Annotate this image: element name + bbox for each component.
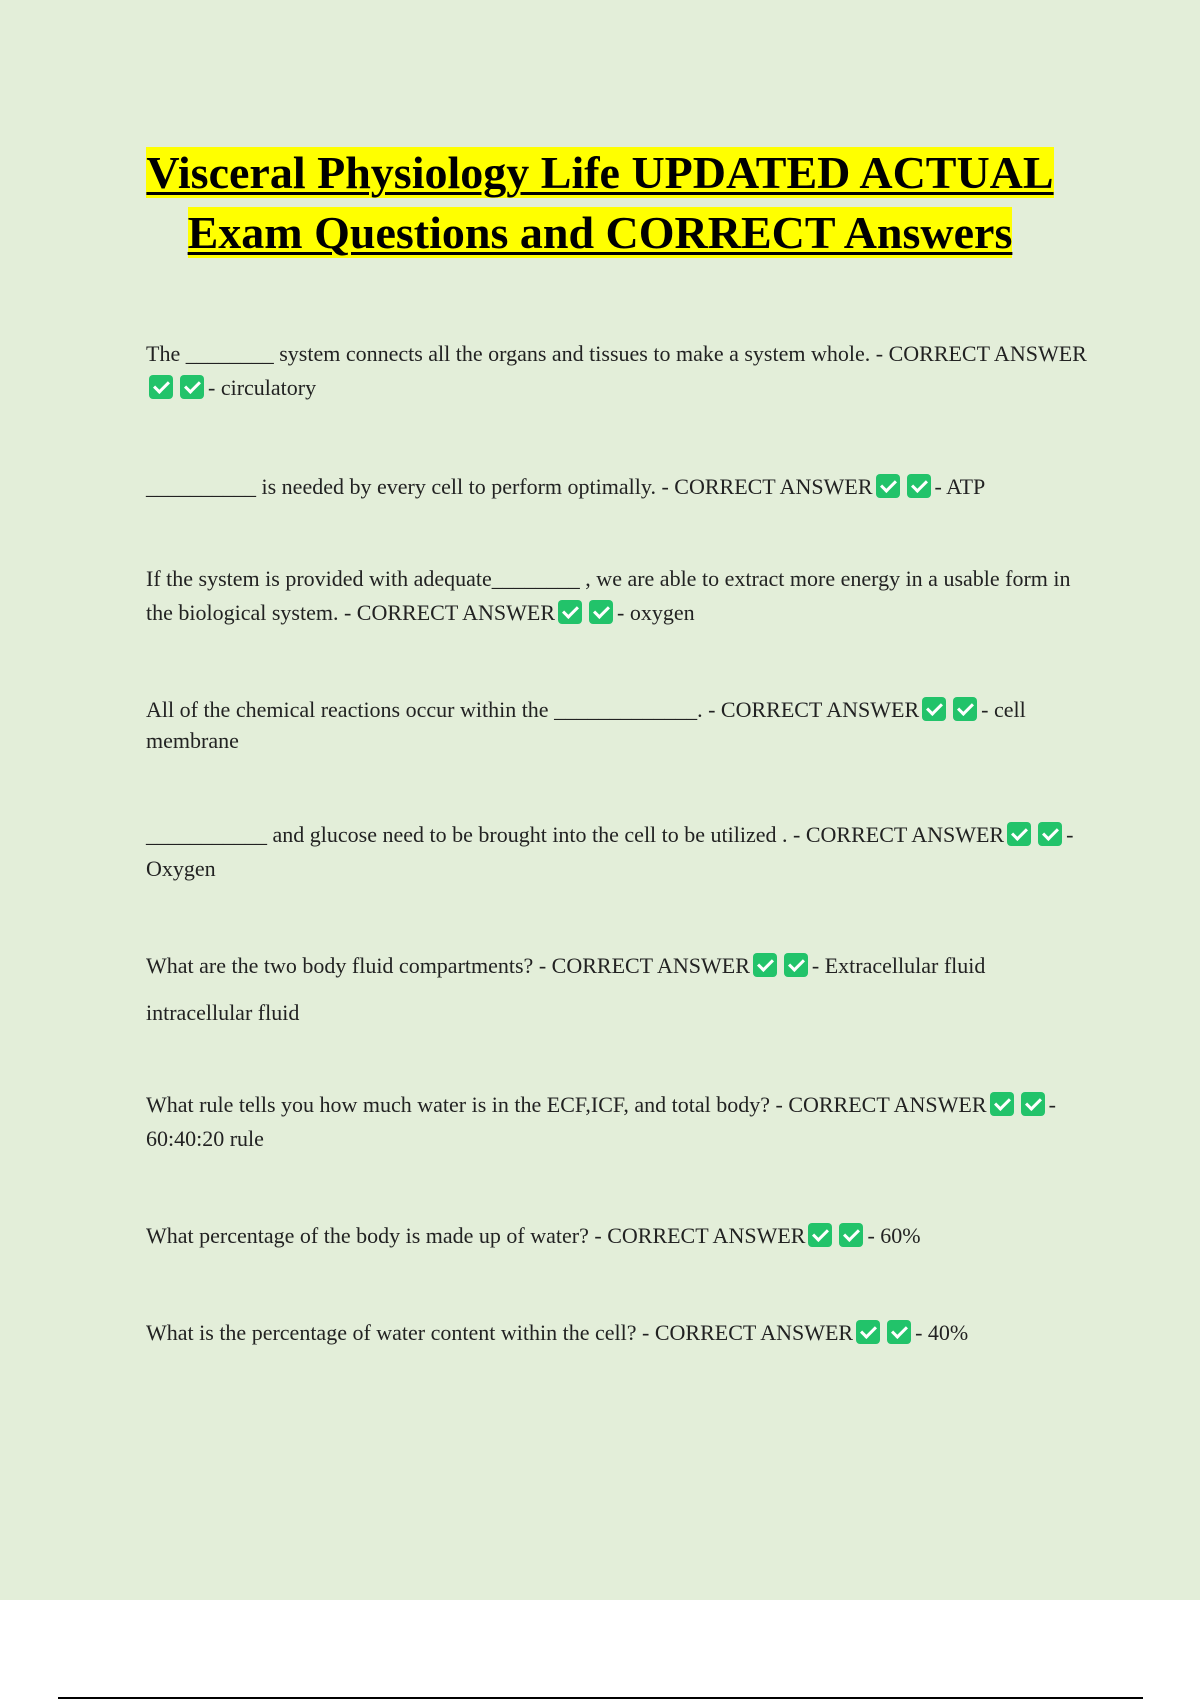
check-box-icon (856, 1320, 880, 1344)
check-box-icon (753, 953, 777, 977)
answer-text: circulatory (220, 375, 317, 400)
question-text: The ________ system connects all the organs and tissues to make a system whole. (146, 341, 871, 366)
question-text: What rule tells you how much water is in the ECF,ICF, and total body? (146, 1092, 770, 1117)
question-text: ___________ and glucose need to be brought into the cell to be utilized . (146, 822, 788, 847)
question-text: All of the chemical reactions occur within the _____________. (146, 697, 703, 722)
page-bottom-rule (58, 1697, 1143, 1699)
answer-text: Oxygen (146, 856, 216, 881)
qa-item-2: __________ is needed by every cell to perform optimally. - CORRECT ANSWER - ATP (146, 474, 986, 499)
qa-item-3: If the system is provided with adequate________ , we are able to extract more energy in a usable form in the biological system. - CORRECT ANSWER - oxygen (146, 566, 1071, 625)
check-box-icon (953, 697, 977, 721)
check-box-icon (1038, 822, 1062, 846)
check-box-icon (589, 600, 613, 624)
answer-text: ATP (946, 474, 986, 499)
qa-item-6: What are the two body fluid compartments? - CORRECT ANSWER - Extracellular fluid intracellular fluid (146, 953, 986, 1025)
question-text: What are the two body fluid compartments? (146, 953, 534, 978)
qa-item-1: The ________ system connects all the organs and tissues to make a system whole. - CORRECT ANSWER- circulatory (146, 341, 1087, 400)
check-box-icon (808, 1223, 832, 1247)
answer-text: 60% (880, 1223, 921, 1248)
answer-marker: CORRECT ANSWER (551, 953, 750, 978)
answer-marker: CORRECT ANSWER (607, 1223, 806, 1248)
question-text: What percentage of the body is made up of water? (146, 1223, 589, 1248)
answer-marker: CORRECT ANSWER (788, 1092, 987, 1117)
check-box-icon (1007, 822, 1031, 846)
check-box-icon (876, 474, 900, 498)
check-box-icon (839, 1223, 863, 1247)
check-box-icon (180, 375, 204, 399)
answer-text: oxygen (629, 600, 695, 625)
check-box-icon (784, 953, 808, 977)
answer-marker: CORRECT ANSWER (674, 474, 873, 499)
check-box-icon (907, 474, 931, 498)
answer-marker: CORRECT ANSWER (720, 697, 920, 722)
qa-item-7: What rule tells you how much water is in the ECF,ICF, and total body? - CORRECT ANSWER - 60:40:20 rule (146, 1092, 1056, 1151)
question-text: What is the percentage of water content within the cell? (146, 1320, 637, 1345)
answer-marker: CORRECT ANSWER (805, 822, 1005, 847)
question-text: __________ is needed by every cell to perform optimally. (146, 474, 656, 499)
check-box-icon (990, 1092, 1014, 1116)
answer-text: Extracellular fluid intracellular fluid (146, 953, 986, 1025)
qa-item-8: What percentage of the body is made up of water? - CORRECT ANSWER - 60% (146, 1223, 921, 1248)
check-box-icon (1021, 1092, 1045, 1116)
qa-item-4: All of the chemical reactions occur within the _____________. - CORRECT ANSWER - cell membrane (146, 697, 1026, 753)
qa-item-5: ___________ and glucose need to be brought into the cell to be utilized . - CORRECT ANSWER - Oxygen (146, 822, 1074, 881)
answer-marker: CORRECT ANSWER (888, 341, 1087, 366)
answer-marker: CORRECT ANSWER (356, 600, 556, 625)
check-box-icon (887, 1320, 911, 1344)
qa-item-9: What is the percentage of water content within the cell? - CORRECT ANSWER - 40% (146, 1320, 969, 1345)
check-box-icon (558, 600, 582, 624)
question-text: If the system is provided with adequate________ , we are able to extract more energy in a usable form in the biological system. (146, 566, 1071, 625)
document-title-text: Visceral Physiology Life UPDATED ACTUAL Exam Questions and CORRECT Answers (146, 147, 1054, 258)
answer-text: 40% (927, 1320, 969, 1345)
document-title (100, 143, 1100, 263)
answer-text: 60:40:20 rule (146, 1126, 264, 1151)
check-box-icon (149, 375, 173, 399)
answer-text: cell membrane (146, 697, 1026, 753)
answer-marker: CORRECT ANSWER (654, 1320, 854, 1345)
check-box-icon (922, 697, 946, 721)
